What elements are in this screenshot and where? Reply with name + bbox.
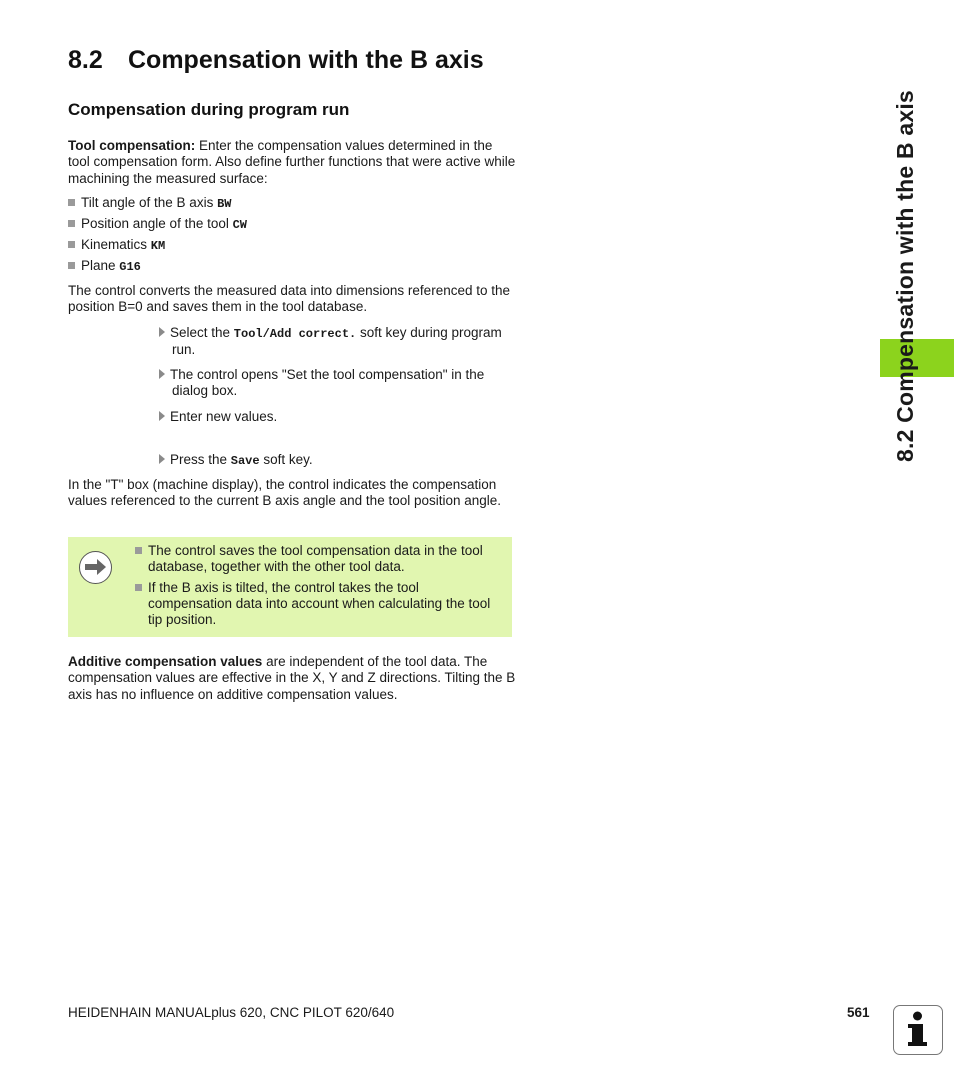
bullet-square-icon xyxy=(68,241,75,248)
code-label: G16 xyxy=(119,260,141,274)
step-item: Select the Tool/Add correct. soft key during program run. xyxy=(159,325,515,359)
bullet-square-icon xyxy=(68,199,75,206)
additive-bold: Additive compensation values xyxy=(68,654,263,669)
code-label: KM xyxy=(150,239,166,253)
intro-paragraph xyxy=(68,138,516,187)
softkey-label: Tool/Add correct. xyxy=(233,327,357,341)
section-title: Compensation with the B axis xyxy=(128,46,484,74)
step-arrow-icon xyxy=(159,454,165,464)
convert-paragraph: The control converts the measured data into dimensions referenced to the position B=0 and saves them in the tool database. xyxy=(68,283,510,315)
softkey-label: Save xyxy=(230,454,260,468)
step-item: Enter new values. xyxy=(159,409,515,425)
note-item: If the B axis is tilted, the control takes the tool compensation data into account when calculating the tool tip position. xyxy=(135,580,505,629)
bullet-square-icon xyxy=(135,584,142,591)
step-item: Press the Save soft key. xyxy=(159,452,515,469)
step-arrow-icon xyxy=(159,327,165,337)
bullet-item: Position angle of the tool CW xyxy=(68,216,247,233)
info-icon xyxy=(893,1005,943,1055)
tbox-paragraph: In the "T" box (machine display), the control indicates the compensation values referenced to the current B axis angle and the tool position angle. xyxy=(68,477,502,509)
bullet-square-icon xyxy=(68,220,75,227)
code-label: CW xyxy=(232,218,248,232)
section-heading xyxy=(68,46,484,75)
page-number: 561 xyxy=(847,1005,870,1020)
note-box xyxy=(68,537,512,637)
bullet-item: Plane G16 xyxy=(68,258,141,275)
arrow-right-icon xyxy=(79,551,112,584)
bullet-square-icon xyxy=(135,547,142,554)
bullet-item: Kinematics KM xyxy=(68,237,165,254)
bullet-square-icon xyxy=(68,262,75,269)
subheading: Compensation during program run xyxy=(68,100,350,119)
note-list xyxy=(135,543,505,632)
step-item: The control opens "Set the tool compensation" in the dialog box. xyxy=(159,367,515,400)
footer-title: HEIDENHAIN MANUALplus 620, CNC PILOT 620/640 xyxy=(68,1005,395,1020)
additive-text: are independent of the tool data. The compensation values are effective in the X, Y and Z directions. Tilting the B axis has no influence on additive compensation values. xyxy=(68,654,516,702)
bullet-item: Tilt angle of the B axis BW xyxy=(68,195,231,212)
step-arrow-icon xyxy=(159,369,165,379)
step-arrow-icon xyxy=(159,411,165,421)
section-number: 8.2 xyxy=(68,46,103,74)
intro-text: Enter the compensation values determined in the tool compensation form. Also define further functions that were active while machining the measured surface: xyxy=(68,138,516,186)
code-label: BW xyxy=(217,197,232,211)
intro-bold: Tool compensation: xyxy=(68,138,196,153)
side-section-title: 8.2 Compensation with the B axis xyxy=(892,90,918,462)
additive-paragraph xyxy=(68,654,516,703)
note-item: The control saves the tool compensation data in the tool database, together with the other tool data. xyxy=(135,543,505,576)
